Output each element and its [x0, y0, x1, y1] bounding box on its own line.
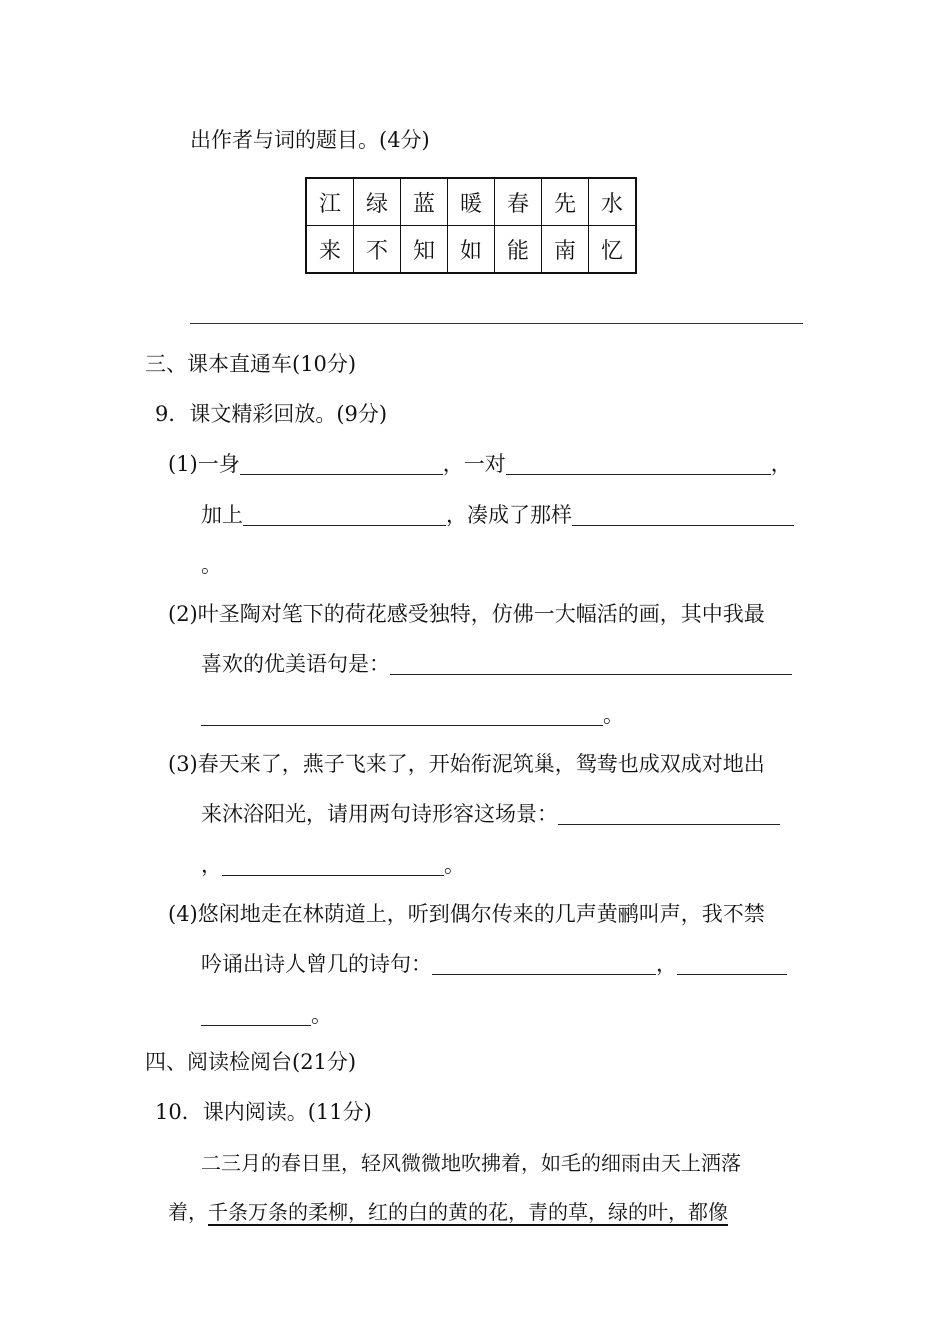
- grid-cell: 来: [306, 226, 354, 274]
- grid-cell: 先: [542, 178, 589, 226]
- text: 叶圣陶对笔下的荷花感受独特，仿佛一大幅活的画，其中我最: [197, 602, 765, 626]
- grid-cell: 春: [495, 178, 542, 226]
- question-9-4-line3: [201, 1005, 332, 1026]
- answer-blank[interactable]: [243, 505, 446, 526]
- text: 。: [311, 1003, 332, 1027]
- text: 悠闲地走在林荫道上，听到偶尔传来的几声黄鹂叫声，我不禁: [197, 902, 765, 926]
- text: 春天来了，燕子飞来了，开始衔泥筑巢，鸳鸯也成双成对地出: [197, 752, 765, 776]
- answer-line[interactable]: [190, 323, 803, 324]
- grid-cell: 暖: [448, 178, 495, 226]
- intro-line: 出作者与词的题目。(4分): [190, 128, 430, 152]
- grid-cell: 不: [354, 226, 401, 274]
- item-number: (4): [168, 902, 198, 926]
- answer-blank[interactable]: [506, 454, 771, 475]
- grid-cell: 知: [401, 226, 448, 274]
- character-grid: [305, 177, 637, 274]
- section-3-heading: 三、课本直通车(10分): [145, 352, 357, 376]
- grid-cell: 南: [542, 226, 589, 274]
- question-9-3-line3: [201, 855, 465, 876]
- answer-blank[interactable]: [572, 505, 794, 526]
- question-9-4: [168, 904, 765, 925]
- text: ，: [656, 952, 677, 976]
- grid-row: [306, 226, 636, 274]
- question-9-3: [168, 754, 765, 775]
- punctuation: 。: [201, 553, 222, 577]
- question-9-4-line2: [201, 954, 787, 975]
- question-9-2-line2: [201, 654, 792, 675]
- question-9-2-line3: [201, 705, 624, 726]
- question-9-1: [168, 454, 792, 475]
- item-number: (1): [168, 452, 198, 476]
- text: 加上: [201, 503, 243, 527]
- grid-row: [306, 178, 636, 226]
- answer-blank[interactable]: [390, 654, 792, 675]
- grid-cell: 忆: [589, 226, 637, 274]
- answer-blank[interactable]: [432, 954, 656, 975]
- grid-cell: 如: [448, 226, 495, 274]
- grid-cell: 能: [495, 226, 542, 274]
- underlined-passage-text: 千条万条的柔柳，红的白的黄的花，青的草，绿的叶，都像: [208, 1200, 728, 1224]
- item-number: (2): [168, 602, 198, 626]
- passage-line: [168, 1202, 728, 1222]
- question-10-title: 10．课内阅读。(11分): [155, 1100, 372, 1124]
- text: 一身: [197, 452, 240, 476]
- grid-cell: 蓝: [401, 178, 448, 226]
- question-9-2: [168, 604, 765, 625]
- grid-cell: 江: [306, 178, 354, 226]
- passage-line: 二三月的春日里，轻风微微地吹拂着，如毛的细雨由天上洒落: [201, 1151, 741, 1175]
- answer-blank[interactable]: [558, 804, 780, 825]
- section-4-heading: 四、阅读检阅台(21分): [145, 1050, 357, 1074]
- answer-blank[interactable]: [201, 705, 603, 726]
- text: 。: [444, 853, 465, 877]
- passage-text: 着，: [168, 1200, 208, 1224]
- text: ，凑成了那样: [446, 503, 572, 527]
- question-9-title: 9．课文精彩回放。(9分): [155, 402, 388, 426]
- text: ，: [201, 853, 222, 877]
- answer-blank[interactable]: [240, 454, 443, 475]
- grid-cell: 绿: [354, 178, 401, 226]
- item-number: (3): [168, 752, 198, 776]
- text: 来沐浴阳光，请用两句诗形容这场景：: [201, 802, 558, 826]
- text: ，: [770, 452, 792, 476]
- answer-blank[interactable]: [201, 1005, 311, 1026]
- text: 。: [603, 703, 624, 727]
- text: 喜欢的优美语句是：: [201, 652, 390, 676]
- question-9-1-line2: [201, 505, 794, 526]
- text: ，一对: [442, 452, 506, 476]
- answer-blank[interactable]: [222, 855, 444, 876]
- grid-cell: 水: [589, 178, 637, 226]
- answer-blank[interactable]: [677, 954, 787, 975]
- text: 吟诵出诗人曾几的诗句：: [201, 952, 432, 976]
- question-9-3-line2: [201, 804, 780, 825]
